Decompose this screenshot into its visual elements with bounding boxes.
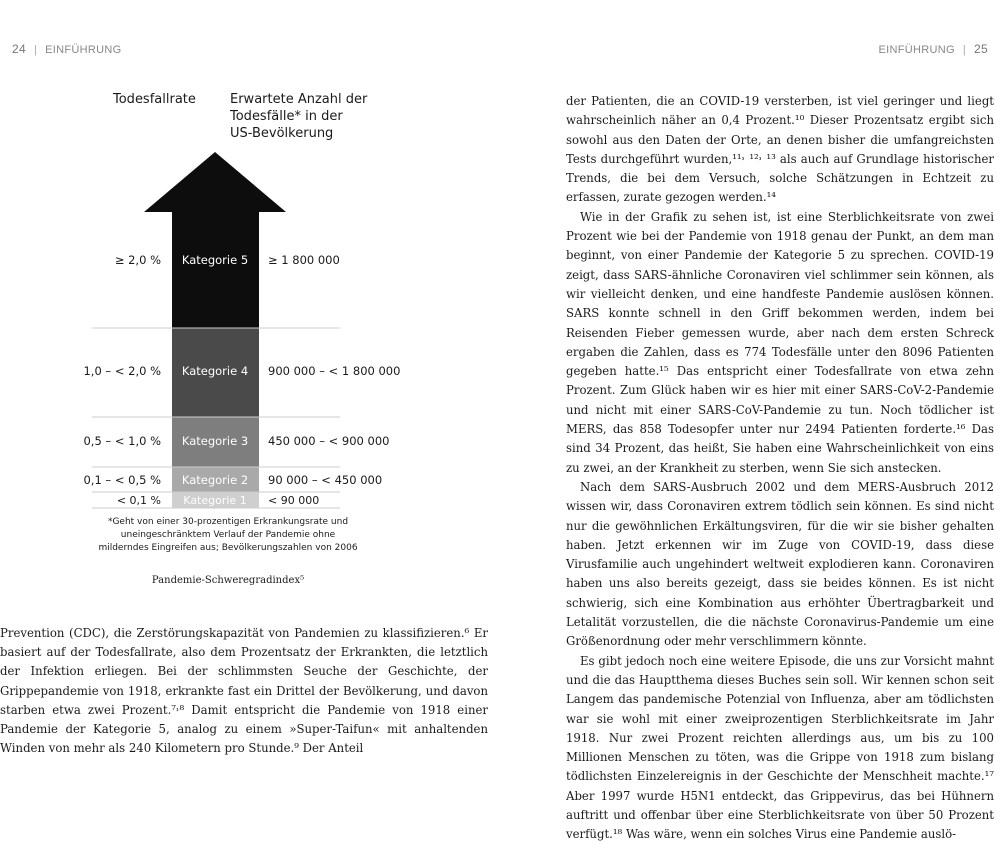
right-section-title: EINFÜHRUNG [878, 44, 955, 56]
category-1-label: Kategorie 1 [183, 494, 247, 507]
right-paragraph-2: Wie in der Grafik zu sehen ist, ist eine Sterblichkeitsrate von zwei Prozent wie bei der Pandemie von 1918 genau der Punkt, an dem man beginnt, von einer Pandemie der Kategorie 5 zu sprechen. COVID-19 zeigt, dass SARS-ähnliche Coronaviren viel schlimmer sein können, als wir vielleicht denken, und eine handfeste Pandemie auslösen können. SARS konnte schnell in den Griff bekommen werden, indem bei Reisenden Fieber gemessen wurde, aber nach dem ersten Schreck ergaben die Zahlen, dass es 774 Todesfälle unter den 8096 Patienten gegeben hatte.¹⁵ Das entspricht einer Todesfallrate von etwa zehn Prozent. Zum Glück haben wir es hier mit einer SARS-CoV-2-Pandemie und nicht mit einer SARS-CoV-Pandemie zu tun. Noch tödlicher ist MERS, das 858 Todesopfer unter nur 2494 Patienten forderte.¹⁶ Das sind 34 Prozent, das heißt, Sie haben eine Wahrscheinlichkeit von eins zu zwei, an der Krankheit zu sterben, wenn Sie sich anstecken. [566, 209, 994, 475]
category-4-count: 900 000 – < 1 800 000 [268, 364, 401, 378]
category-4-rate: 1,0 – < 2,0 % [83, 364, 161, 378]
category-1-count: < 90 000 [268, 494, 320, 507]
severity-arrow-graphic [0, 0, 480, 520]
count-heading-line: Todesfälle* in der [230, 109, 343, 124]
count-heading-line: US-Bevölkerung [230, 126, 334, 141]
category-4-label: Kategorie 4 [181, 364, 249, 378]
left-page-number: 24 [12, 42, 26, 56]
right-paragraph-4: Es gibt jedoch noch eine weitere Episode, die uns zur Vorsicht mahnt und die das Hauptthema dieses Buches sein soll. Wir kennen schon seit Langem das pandemische Potenzial von Influenza, aber am tödlichsten war sie wohl mit einer zweiprozentigen Sterblichkeitsrate im Jahr 1918. Nur zwei Prozent reichten allerdings aus, um bis zu 100 Millionen Menschen zu töten, was die Grippe von 1918 zum bislang tödlichsten Einzelereignis in der Geschichte der Menschheit machte.¹⁷ Aber 1997 wurde H5N1 entdeckt, das Grippevirus, das bei Hühnern auftritt und offenbar über eine Sterblichkeitsrate von über 50 Prozent verfügt.¹⁸ Was wäre, wenn ein solches Virus eine Pandemie auslö- [566, 653, 994, 842]
running-head-separator: | [962, 44, 967, 56]
category-2-label: Kategorie 2 [181, 473, 249, 487]
category-3-rate: 0,5 – < 1,0 % [83, 434, 161, 448]
right-page-number: 25 [974, 42, 988, 56]
left-section-title: EINFÜHRUNG [45, 44, 122, 56]
arrow-head [144, 152, 286, 212]
figure-caption: Pandemie-Schweregradindex⁵ [151, 575, 305, 586]
right-page-body [566, 92, 994, 845]
category-1-rate: < 0,1 % [116, 494, 161, 507]
figure-footnote [60, 516, 396, 555]
category-5-rate: ≥ 2,0 % [114, 253, 161, 267]
footnote-line: *Geht von einer 30-prozentigen Erkrankungsrate und [107, 517, 349, 527]
right-running-head [879, 42, 988, 56]
left-paragraph: Prevention (CDC), die Zerstörungskapazität von Pandemien zu klassifizieren.⁶ Er basiert auf der Todesfallrate, also dem Prozentsatz der Erkrankten, die letztlich der Infektion erliegen. Bei der schlimmsten Seuche der Geschichte, der Grippepandemie von 1918, erkrankte fast ein Drittel der Bevölkerung, und davon starben etwa zwei Prozent.⁷˒⁸ Damit entspricht die Pandemie von 1918 einer Pandemie der Kategorie 5, analog zu einem »Super-Taifun« mit anhaltenden Winden von mehr als 240 Kilometern pro Stunde.⁹ Der Anteil [0, 626, 488, 756]
right-paragraph-3: Nach dem SARS-Ausbruch 2002 und dem MERS-Ausbruch 2012 wissen wir, dass Coronaviren extrem tödlich sein können. Es sind nicht nur die gewöhnlichen Erkältungsviren, für die wir sie bisher gehalten haben. Jetzt erkennen wir im Zuge von COVID-19, dass diese Virusfamilie auch ungehindert weltweit explodieren kann. Coronaviren haben uns also bereits gezeigt, dass sie beides können. Es ist nicht schwierig, sich eine Kombination aus erhöhter Übertragbarkeit und Letalität vorzustellen, die die nächste Coronavirus-Pandemie um eine Größenordnung oder mehr verschlimmern könnte. [566, 479, 994, 649]
rate-column-heading: Todesfallrate [113, 92, 196, 107]
category-3-count: 450 000 – < 900 000 [268, 434, 390, 448]
footnote-line: uneingeschränktem Verlauf der Pandemie ohne [120, 530, 336, 540]
category-5-count: ≥ 1 800 000 [268, 253, 340, 267]
category-2-rate: 0,1 – < 0,5 % [83, 473, 161, 487]
category-2-count: 90 000 – < 450 000 [268, 473, 383, 487]
category-5-label: Kategorie 5 [181, 253, 249, 267]
left-page-body [0, 624, 488, 758]
right-paragraph-1: der Patienten, die an COVID-19 versterben, ist viel geringer und liegt wahrscheinlich näher an 0,4 Prozent.¹⁰ Dieser Prozentsatz ergibt sich sowohl aus den Daten der Orte, an denen bisher die umfangreichsten Tests durchgeführt wurden,¹¹˒ ¹²˒ ¹³ als auch auf Grundlage historischer Trends, die bei dem Versuch, solche Schätzungen in Echtzeit zu erfassen, zurate gezogen werden.¹⁴ [566, 94, 994, 205]
category-3-label: Kategorie 3 [181, 434, 249, 448]
footnote-line: milderndes Eingreifen aus; Bevölkerungszahlen von 2006 [98, 543, 358, 553]
category-5-band [172, 211, 259, 328]
running-head-separator: | [33, 44, 38, 56]
severity-index-figure [0, 0, 480, 620]
count-heading-line: Erwartete Anzahl der [230, 92, 368, 107]
